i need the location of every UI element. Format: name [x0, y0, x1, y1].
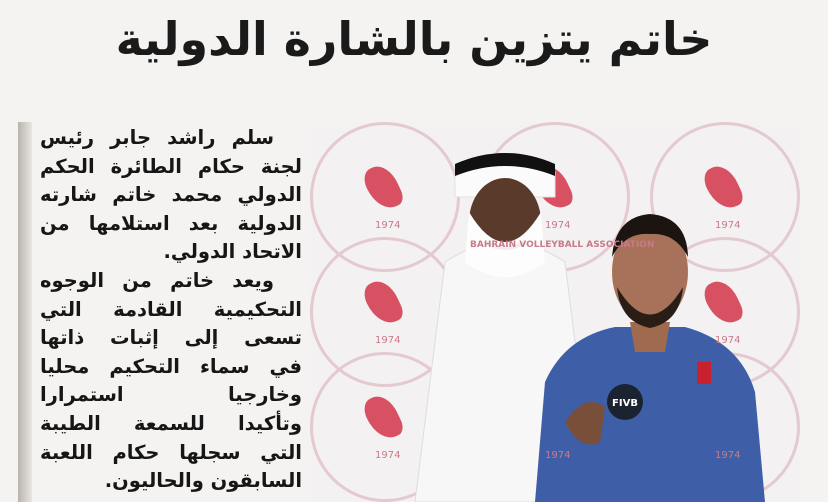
logo-year: 1974: [375, 450, 401, 461]
volleyball-player-emblem: [360, 276, 406, 329]
article-line: وخارجيا استمرارا: [40, 383, 302, 407]
news-photo: [310, 122, 800, 502]
volleyball-player-emblem: [360, 161, 406, 214]
article-line: الاتحاد الدولي.: [163, 240, 302, 264]
headline: خاتم يتزين بالشارة الدولية: [115, 12, 713, 66]
logo-year: 1974: [375, 220, 401, 231]
logo-year: 1974: [375, 335, 401, 346]
article-paragraph: [40, 267, 302, 496]
logo-year: 1974: [545, 220, 571, 231]
article-line: التي سجلها حكام اللعبة: [40, 440, 302, 464]
article-line: التحكيمية القادمة التي: [40, 297, 302, 321]
logo-year: 1974: [715, 335, 741, 346]
article-line: الدولي محمد خاتم شارته: [40, 183, 302, 207]
article-line: تسعى إلى إثبات ذاتها: [40, 326, 302, 350]
volleyball-player-emblem: [360, 391, 406, 444]
article-line: الدولية بعد استلامها من: [40, 211, 302, 235]
article-line: سلم راشد جابر رئيس: [40, 126, 274, 149]
article-line: السابقون والحاليون.: [104, 469, 302, 493]
article-body: [40, 124, 302, 496]
logo-year: 1974: [545, 450, 571, 461]
article-line: ويعد خاتم من الوجوه: [40, 268, 274, 292]
article-paragraph: [40, 124, 302, 267]
backdrop-logo-text: BAHRAIN VOLLEYBALL ASSOCIATION: [470, 240, 655, 250]
page-edge-shadow: [18, 122, 32, 502]
article-line: في سماء التحكيم محليا: [40, 354, 302, 378]
article-line: وتأكيدا للسمعة الطيبة: [40, 411, 302, 435]
logo-year: 1974: [715, 450, 741, 461]
logo-year: 1974: [715, 220, 741, 231]
fivb-badge-logo: FIVB: [612, 398, 638, 409]
article-line: لجنة حكام الطائرة الحكم: [40, 154, 302, 178]
